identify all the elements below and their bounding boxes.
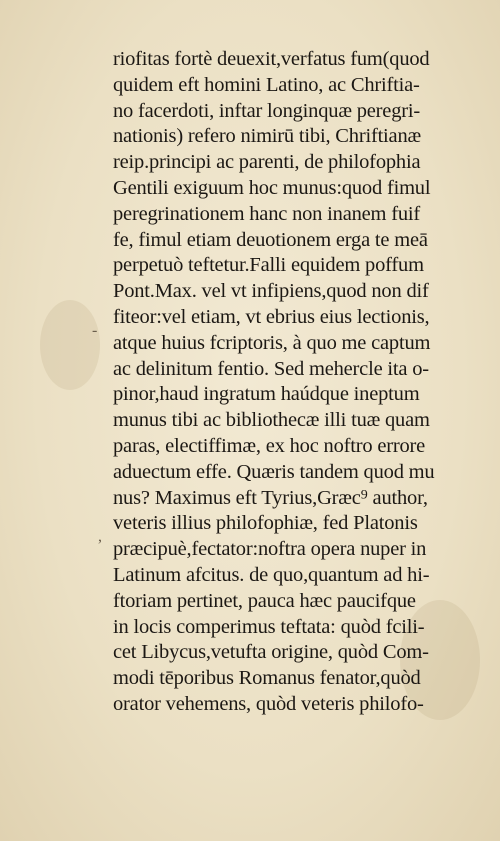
text-line: cet Libycus,vetufta origine, quòd Com- xyxy=(113,641,429,664)
text-line: ftoriam pertinet, pauca hæc paucifque xyxy=(113,589,416,612)
text-line: munus tibi ac bibliothecæ illi tuæ quam xyxy=(113,409,430,432)
margin-mark: , xyxy=(98,528,102,545)
margin-mark: - xyxy=(92,322,98,339)
text-line: perpetuò teftetur.Falli equidem poffum xyxy=(113,254,424,277)
text-line: fiteor:vel etiam, vt ebrius eius lectionis, xyxy=(113,305,430,328)
text-line: aduectum effe. Quæris tandem quod mu xyxy=(113,460,435,483)
text-line: Gentili exiguum hoc munus:quod fimul xyxy=(113,176,431,199)
text-line: peregrinationem hanc non inanem fuif xyxy=(113,202,421,225)
text-line: atque huius fcriptoris, à quo me captum xyxy=(113,331,431,354)
text-line: no facerdoti, inftar longinquæ peregri- xyxy=(113,99,420,122)
text-line: Pont.Max. vel vt infipiens,quod non dif xyxy=(113,280,429,303)
text-line: modi tēporibus Romanus fenator,quòd xyxy=(113,667,421,690)
text-line: paras, electiffimæ, ex hoc noftro errore xyxy=(113,434,426,457)
text-line: in locis comperimus teftata: quòd fcili- xyxy=(113,615,425,638)
paper-stain xyxy=(40,300,100,390)
text-line: reip.principi ac parenti, de philofophia xyxy=(113,151,421,174)
text-line: fe, fimul etiam deuotionem erga te meā xyxy=(113,228,428,251)
text-line: veteris illius philofophiæ, fed Platonis xyxy=(113,512,418,535)
text-line: præcipuè,fectator:noftra opera nuper in xyxy=(113,538,427,561)
body-text xyxy=(113,47,475,718)
text-line: quidem eft homini Latino, ac Chriftia- xyxy=(113,73,420,96)
text-line: ac delinitum fentio. Sed mehercle ita o- xyxy=(113,357,429,380)
text-line: nus? Maximus eft Tyrius,Græc⁹ author, xyxy=(113,486,428,509)
text-line: nationis) refero nimirū tibi, Chriftianæ xyxy=(113,125,421,148)
text-line: orator vehemens, quòd veteris philofo- xyxy=(113,692,424,715)
text-line: Latinum afcitus. de quo,quantum ad hi- xyxy=(113,563,430,586)
text-line: pinor,haud ingratum haúdque ineptum xyxy=(113,383,420,406)
text-line: riofitas fortè deuexit,verfatus fum(quod xyxy=(113,48,430,70)
